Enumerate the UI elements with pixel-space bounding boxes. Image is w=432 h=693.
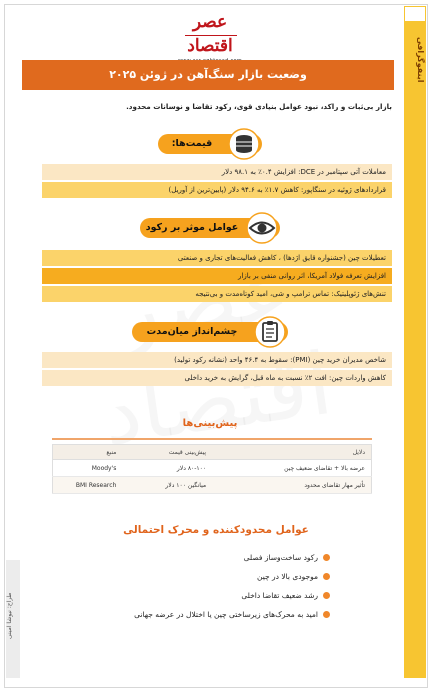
page-title: وضعیت بازار سنگ‌آهن در ژوئن ۲۰۲۵	[22, 60, 394, 90]
outlook-row-2: کاهش واردات چین: افت ۲٪ نسبت به ماه قبل، گرایش به خرید داخلی	[42, 370, 392, 386]
factor-row-1: تعطیلات چین (جشنواره قایق اژدها) ، کاهش فعالیت‌های تجاری و صنعتی	[42, 250, 392, 266]
list-item-text: موجودی بالا در چین	[257, 572, 318, 581]
bullet-dot-icon	[323, 554, 330, 561]
intro-text: بازار بی‌ثبات و راکد، نبود عوامل بنیادی قوی، رکود تقاضا و نوسانات محدود.	[126, 102, 392, 111]
category-label: اینفوگرافی	[416, 37, 425, 83]
bullet-dot-icon	[323, 573, 330, 580]
list-item-text: امید به محرک‌های زیرساختی چین یا اختلال در عرضه جهانی	[134, 610, 318, 619]
table-row	[53, 460, 372, 477]
list-item	[150, 548, 330, 567]
outlook-heading: چشم‌انداز میان‌مدت	[146, 326, 238, 337]
bullet-dot-icon	[323, 611, 330, 618]
category-sidebar	[404, 6, 426, 678]
brand-watermark	[48, 230, 373, 470]
list-item	[134, 605, 330, 624]
price-row-2: قراردادهای ژوئیه در سنگاپور: کاهش ۱.۷٪ به ۹۴.۶ دلار (پایین‌ترین از آوریل)	[42, 182, 392, 198]
prices-heading: قیمت‌ها:	[171, 138, 213, 149]
eye-icon	[246, 212, 278, 244]
list-item	[150, 586, 330, 605]
logo-wordmark: عصر اقتصاد	[187, 12, 233, 56]
factors-header	[140, 218, 280, 238]
outlook-header	[132, 322, 288, 342]
table-cell: تأثیر مهار تقاضای محدود	[212, 477, 371, 494]
column-header: دلایل	[212, 445, 371, 460]
forecasts-rule	[52, 438, 372, 440]
logo-underline	[185, 35, 237, 36]
table-cell: BMI Research	[53, 477, 123, 494]
factor-row-2: افزایش تعرفه فولاد آمریکا، اثر روانی منفی بر بازار	[42, 268, 392, 284]
outlook-row-1: شاخص مدیران خرید چین (PMI): سقوط به ۴۶.۴ واحد (نشانه رکود تولید)	[42, 352, 392, 368]
designer-credit: طراح: نیوشا امینی	[6, 592, 13, 640]
price-row-1: معاملات آتی سپتامبر در DCE: افزایش ۰.۴٪ به ۹۸.۱ دلار	[42, 164, 392, 180]
forecasts-table	[52, 444, 372, 494]
brand-logo[interactable]	[175, 10, 245, 56]
list-item	[150, 567, 330, 586]
prices-header	[158, 134, 262, 154]
forecasts-heading: پیش‌بینی‌ها	[182, 418, 238, 429]
table-row	[53, 477, 372, 494]
sidebar-cap	[404, 6, 426, 22]
table-cell: میانگین ۱۰۰ دلار	[122, 477, 212, 494]
coins-icon	[228, 128, 260, 160]
column-header: منبع	[53, 445, 123, 460]
clipboard-icon	[254, 316, 286, 348]
table-cell: عرضه بالا + تقاضای ضعیف چین	[212, 460, 371, 477]
column-header: پیش‌بینی قیمت	[122, 445, 212, 460]
list-item-text: رکود ساخت‌وساز فصلی	[243, 553, 318, 562]
factor-row-3: تنش‌های ژئوپلیتیک: تماس ترامپ و شی، امید کوتاه‌مدت و بی‌نتیجه	[42, 286, 392, 302]
table-header-row	[53, 445, 372, 460]
risks-heading: عوامل محدودکننده و محرک احتمالی	[123, 524, 309, 536]
list-item-text: رشد ضعیف تقاضا داخلی	[241, 591, 318, 600]
factors-heading: عوامل موثر بر رکود	[145, 222, 239, 233]
table-cell: ۸۰-۱۰۰ دلار	[122, 460, 212, 477]
table-cell: Moody's	[53, 460, 123, 477]
bullet-dot-icon	[323, 592, 330, 599]
risks-list	[134, 548, 330, 624]
